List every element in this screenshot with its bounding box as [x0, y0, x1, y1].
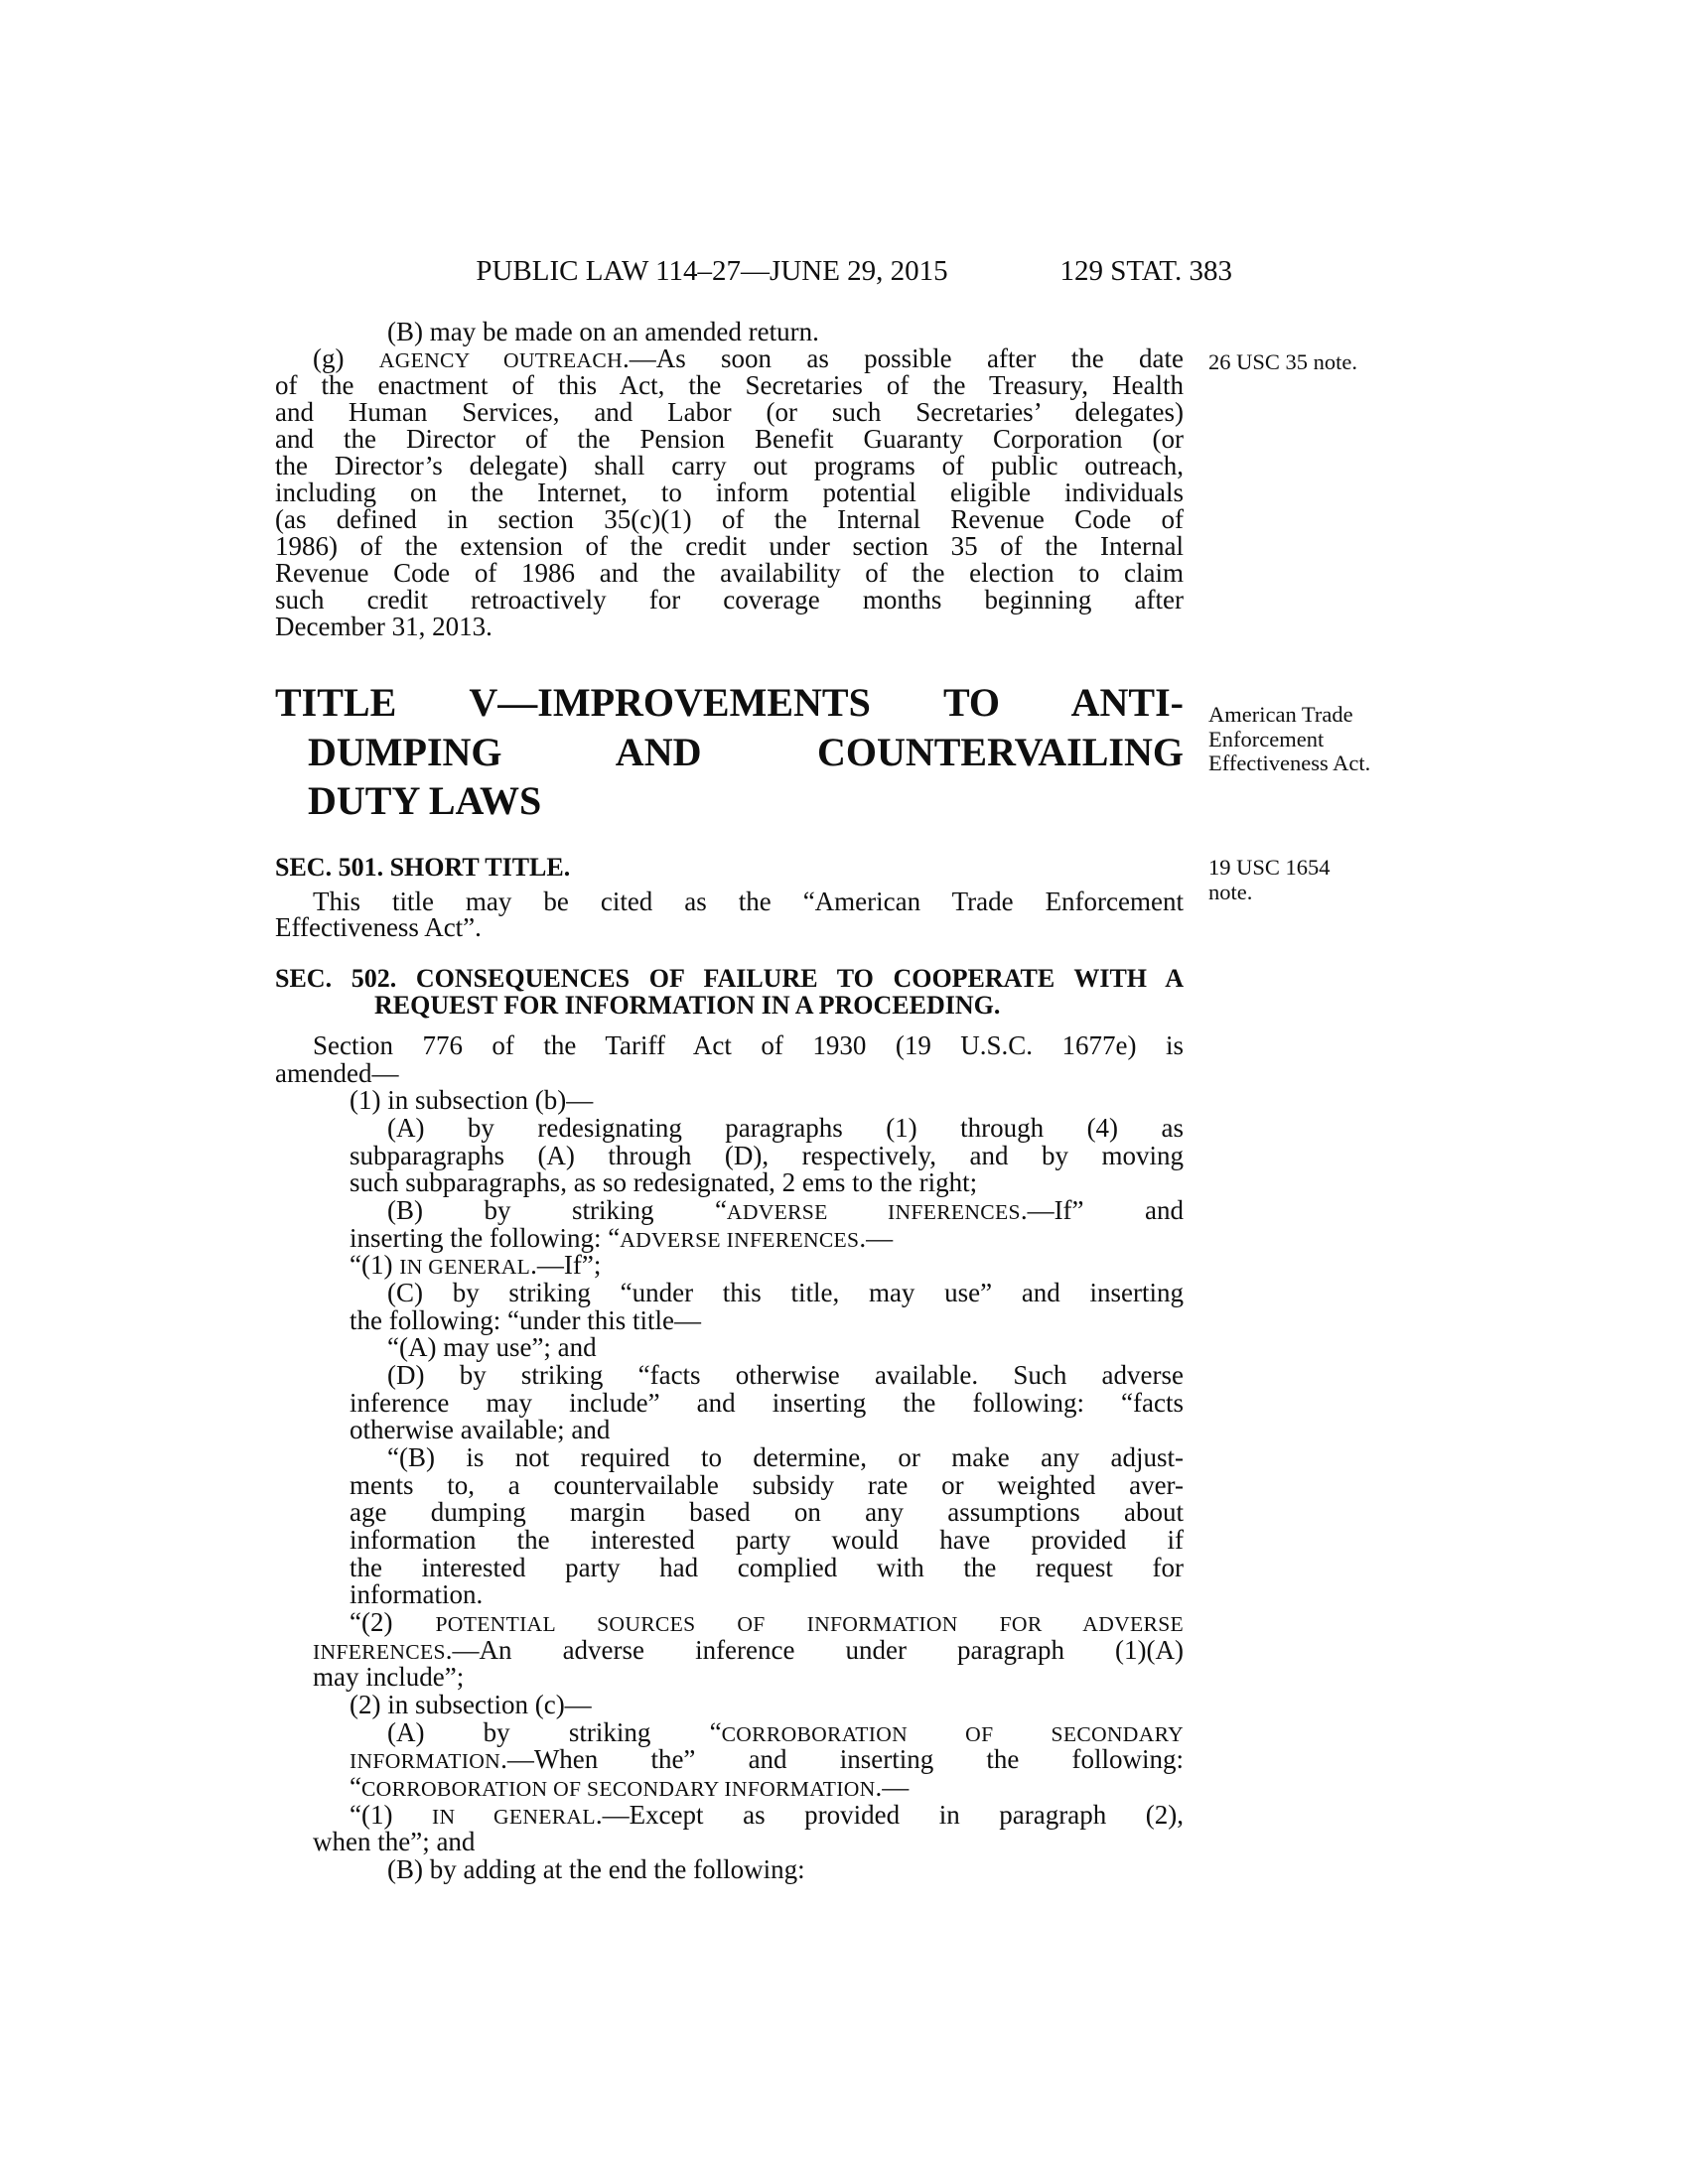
- margin-note-line: Effectiveness Act.: [1208, 751, 1371, 775]
- text-line: information.: [350, 1579, 484, 1609]
- text-line: such subparagraphs, as so redesignated, 2 ems to the right;: [350, 1167, 978, 1197]
- text-line: This title may be cited as the “American Trade Enforcement: [313, 887, 1184, 916]
- text-line: (as defined in section 35(c)(1) of the Internal Revenue Code of: [275, 504, 1184, 534]
- text-line: the following: “under this title—: [350, 1305, 701, 1335]
- title-line: DUMPING AND COUNTERVAILING: [308, 730, 1184, 774]
- text-line: (A) by redesignating paragraphs (1) through (4) as: [387, 1113, 1184, 1143]
- section-heading-line: SEC. 501. SHORT TITLE.: [275, 853, 571, 882]
- text-line: (1) in subsection (b)—: [350, 1085, 594, 1115]
- text-line: Effectiveness Act”.: [275, 912, 482, 942]
- small-caps-text: POTENTIAL SOURCES OF INFORMATION FOR ADVERSE: [435, 1612, 1184, 1636]
- text-line: subparagraphs (A) through (D), respectively, and by moving: [350, 1141, 1184, 1170]
- text-line: the interested party had complied with the request for: [350, 1553, 1184, 1582]
- text-line: Revenue Code of 1986 and the availability of the election to claim: [275, 558, 1184, 588]
- small-caps-text: IN GENERAL: [399, 1255, 531, 1279]
- text-line: such credit retroactively for coverage months beginning after: [275, 585, 1184, 614]
- text-line: (B) by striking “ADVERSE INFERENCES.—If” and: [387, 1195, 1184, 1225]
- margin-note-line: 19 USC 1654: [1208, 855, 1331, 880]
- title-line: DUTY LAWS: [308, 778, 542, 823]
- section-heading-line: SEC. 502. CONSEQUENCES OF FAILURE TO COOPERATE WITH A: [275, 964, 1184, 993]
- text-line: amended—: [275, 1058, 399, 1088]
- text-line: “(1) IN GENERAL.—Except as provided in paragraph (2),: [350, 1800, 1184, 1830]
- title-line: TITLE V—IMPROVEMENTS TO ANTI-: [275, 680, 1184, 725]
- text-line: when the”; and: [313, 1827, 476, 1856]
- text-line: including on the Internet, to inform potential eligible individuals: [275, 478, 1184, 507]
- text-line: “(2) POTENTIAL SOURCES OF INFORMATION FOR ADVERSE: [350, 1607, 1184, 1637]
- text-line: the Director’s delegate) shall carry out programs of public outreach,: [275, 451, 1184, 480]
- text-line: otherwise available; and: [350, 1415, 611, 1444]
- text-line: “CORROBORATION OF SECONDARY INFORMATION.—: [350, 1772, 910, 1802]
- text-line: age dumping margin based on any assumptions about: [350, 1497, 1184, 1527]
- text-line: “(A) may use”; and: [387, 1332, 597, 1362]
- small-caps-text: AGENCY OUTREACH: [378, 348, 623, 372]
- text-line: and the Director of the Pension Benefit Guaranty Corporation (or: [275, 424, 1184, 454]
- margin-note: [1208, 856, 1397, 904]
- small-caps-text: CORROBORATION OF SECONDARY: [721, 1722, 1185, 1746]
- text-line: INFERENCES.—An adverse inference under paragraph (1)(A): [313, 1635, 1184, 1665]
- section-heading-line: REQUEST FOR INFORMATION IN A PROCEEDING.: [374, 991, 1001, 1020]
- small-caps-text: IN GENERAL: [432, 1805, 596, 1829]
- margin-note-line: American Trade: [1208, 702, 1353, 727]
- text-line: “(B) is not required to determine, or make any adjust-: [387, 1442, 1184, 1472]
- margin-note-line: 26 USC 35 note.: [1208, 349, 1358, 374]
- small-caps-text: INFORMATION: [350, 1749, 501, 1773]
- text-line: 1986) of the extension of the credit under section 35 of the Internal: [275, 531, 1184, 561]
- running-head-law-title: PUBLIC LAW 114–27—JUNE 29, 2015: [476, 255, 948, 287]
- margin-note-line: note.: [1208, 879, 1253, 904]
- small-caps-text: INFERENCES: [313, 1640, 446, 1664]
- text-line: (A) by striking “CORROBORATION OF SECONDARY: [387, 1717, 1185, 1747]
- text-line: may include”;: [313, 1662, 465, 1692]
- text-line: and Human Services, and Labor (or such Secretaries’ delegates): [275, 397, 1184, 427]
- text-line: information the interested party would have provided if: [350, 1525, 1184, 1555]
- small-caps-text: CORROBORATION OF SECONDARY INFORMATION: [360, 1777, 876, 1801]
- text-line: inserting the following: “ADVERSE INFERENCES.—: [350, 1223, 894, 1253]
- margin-note: [1208, 350, 1397, 375]
- margin-note-line: Enforcement: [1208, 726, 1325, 751]
- text-line: (D) by striking “facts otherwise available. Such adverse: [387, 1360, 1184, 1390]
- text-line: (B) by adding at the end the following:: [387, 1854, 805, 1884]
- margin-note: [1208, 703, 1397, 776]
- text-line: inference may include” and inserting the following: “facts: [350, 1388, 1184, 1418]
- text-line: (g) AGENCY OUTREACH.—As soon as possible after the date: [313, 343, 1184, 373]
- text-line: (C) by striking “under this title, may use” and inserting: [387, 1278, 1184, 1307]
- text-line: (2) in subsection (c)—: [350, 1690, 592, 1719]
- text-line: December 31, 2013.: [275, 612, 492, 641]
- stat-page-number: 129 STAT. 383: [1059, 255, 1232, 287]
- text-line: of the enactment of this Act, the Secretaries of the Treasury, Health: [275, 370, 1184, 400]
- text-line: (B) may be made on an amended return.: [387, 317, 819, 346]
- small-caps-text: ADVERSE INFERENCES: [620, 1228, 860, 1252]
- text-line: ments to, a countervailable subsidy rate or weighted aver-: [350, 1470, 1184, 1500]
- text-line: Section 776 of the Tariff Act of 1930 (19 U.S.C. 1677e) is: [313, 1030, 1184, 1060]
- small-caps-text: ADVERSE INFERENCES: [726, 1200, 1021, 1224]
- text-line: “(1) IN GENERAL.—If”;: [350, 1250, 602, 1280]
- text-line: INFORMATION.—When the” and inserting the following:: [350, 1744, 1184, 1774]
